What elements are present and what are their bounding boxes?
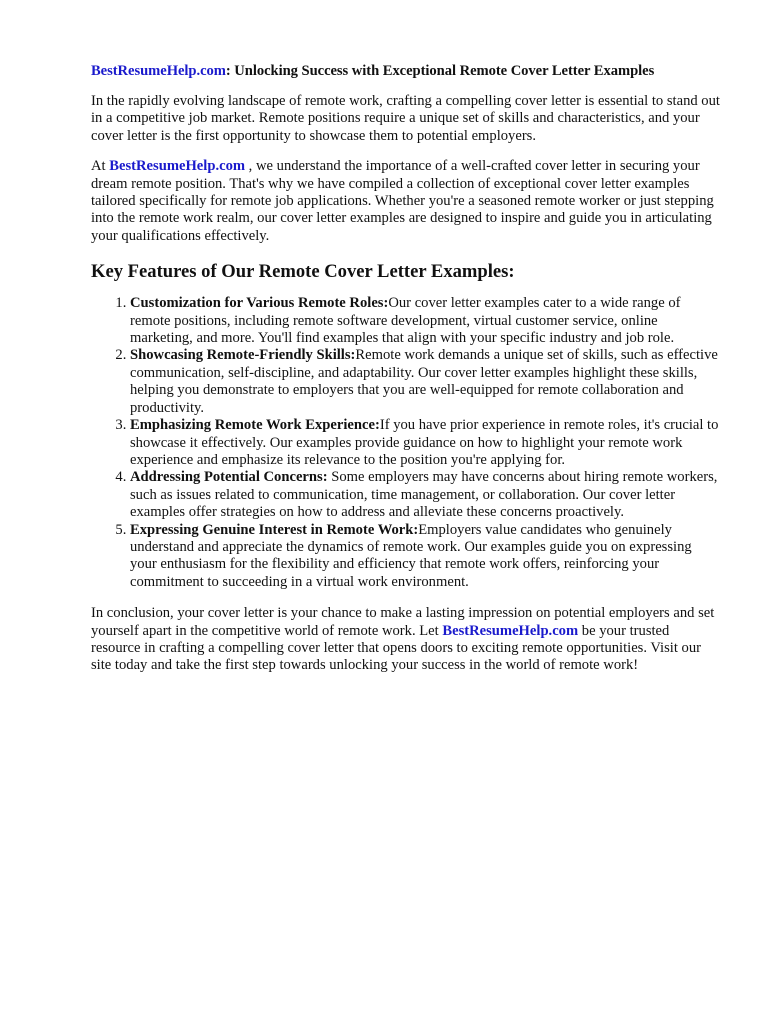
feature-text: If you have prior experience in remote roles, it's crucial to showcase it effectively. Our examples provide guidance on how to highlight your remote work experience and emphasize its relevance to the position you're applying for.: [130, 417, 719, 468]
brand-link[interactable]: BestResumeHelp.com: [91, 63, 226, 79]
intro-paragraph: In the rapidly evolving landscape of remote work, crafting a compelling cover letter is essential to stand out in a competitive job market. Remote positions require a unique set of skills and characteristics, and your cover letter is the first opportunity to showcase them to potential employers.: [91, 93, 720, 144]
list-item: [130, 295, 722, 347]
feature-text: Some employers may have concerns about hiring remote workers, such as issues related to communication, time management, or collaboration. Our cover letter examples offer strategies on how to address and alleviate these concerns proactively.: [130, 469, 718, 521]
list-item: [130, 469, 722, 521]
feature-text: Remote work demands a unique set of skills, such as effective communication, self-discipline, and adaptability. Our cover letter examples highlight these skills, helping you demonstrate to employers that you are well-equipped for remote collaboration and productivity.: [130, 347, 718, 416]
list-item: [130, 522, 722, 592]
about-prefix: At: [91, 158, 110, 175]
about-text: , we understand the importance of a well-crafted cover letter in securing your dream remote position. That's why we have compiled a collection of exceptional cover letter examples tailored specifically for remote job applications. Whether you're a seasoned remote worker or just stepping into the remote work realm, our cover letter examples are designed to inspire and guide you in articulating your qualifications effectively.: [91, 158, 714, 244]
feature-text: Our cover letter examples cater to a wide range of remote positions, including remote software development, virtual customer service, online marketing, and more. You'll find examples that align with your specific industry and job role.: [130, 295, 681, 347]
conclusion-prefix: In conclusion, your cover letter is your chance to make a lasting impression on potential employers and set yourself apart in the competitive world of remote work. Let: [91, 605, 715, 639]
conclusion-paragraph: [91, 605, 721, 675]
conclusion-brand-link[interactable]: BestResumeHelp.com: [442, 622, 579, 639]
list-item: [130, 347, 722, 417]
features-heading: Key Features of Our Remote Cover Letter Examples:: [91, 261, 515, 283]
feature-text: Employers value candidates who genuinely understand and appreciate the dynamics of remote work. Our examples guide you on expressing your enthusiasm for the flexibility and efficiency that remote work offers, reinforcing your commitment to succeeding in a virtual work environment.: [130, 521, 692, 590]
title-text: : Unlocking Success with Exceptional Remote Cover Letter Examples: [225, 63, 655, 79]
feature-title: Customization for Various Remote Roles:: [130, 295, 389, 312]
about-paragraph: [91, 158, 721, 245]
feature-title: Addressing Potential Concerns:: [130, 469, 328, 486]
about-brand-link[interactable]: BestResumeHelp.com: [109, 158, 246, 175]
feature-title: Emphasizing Remote Work Experience:: [130, 417, 380, 434]
features-list: [91, 295, 722, 591]
list-item: [130, 417, 722, 469]
feature-title: Showcasing Remote-Friendly Skills:: [130, 347, 356, 364]
conclusion-text: be your trusted resource in crafting a compelling cover letter that opens doors to exciting remote opportunities. Visit our site today and take the first step towards unlocking your success in the world of remote work!: [91, 622, 702, 674]
feature-title: Expressing Genuine Interest in Remote Work:: [130, 521, 419, 538]
document-title: [91, 62, 716, 80]
